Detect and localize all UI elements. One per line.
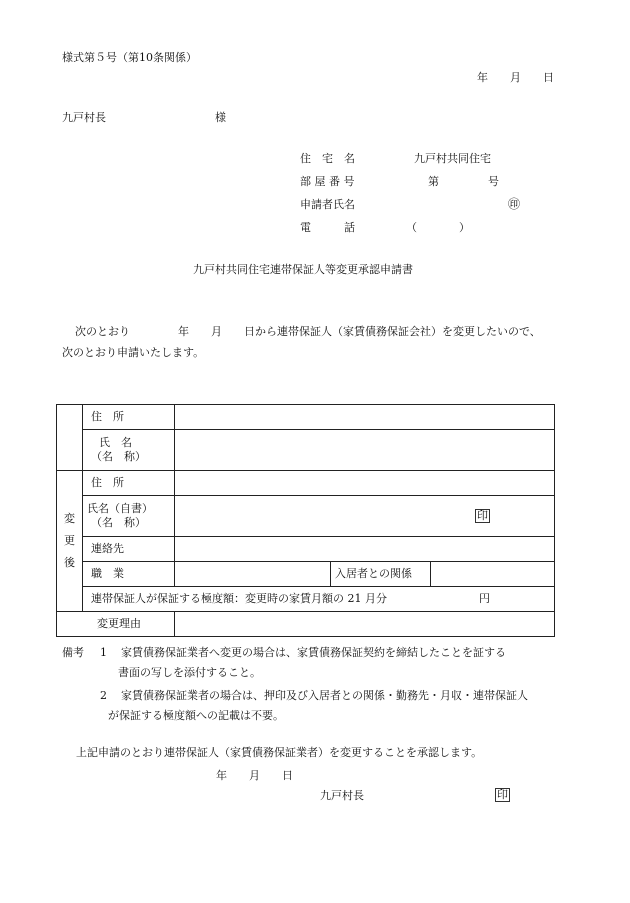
after-group-char-3: 後: [64, 556, 75, 569]
after-address-row: [57, 471, 555, 496]
intro-month: 月: [211, 325, 222, 338]
document-title: 九戸村共同住宅連帯保証人等変更承認申請書: [193, 263, 413, 276]
approval-date: [216, 769, 293, 783]
housing-name-value: 九戸村共同住宅: [414, 152, 491, 165]
seal-mark-icon: ㊞: [508, 197, 521, 211]
approval-seal-box: 印: [497, 788, 508, 801]
reason-row: [57, 612, 555, 637]
addressee-honorific: 様: [215, 111, 226, 124]
guarantee-limit-text: 連帯保証人が保証する極度額：変更時の家賃月額の 21 月分: [91, 592, 387, 605]
after-name-field[interactable]: [175, 496, 555, 537]
guarantee-limit-unit: 円: [479, 592, 490, 605]
after-name-label-1: 氏名（自書）: [87, 502, 153, 515]
note-2-text-2: が保証する極度額への記載は不要。: [108, 709, 284, 722]
after-name-label-2: （名 称）: [91, 516, 146, 529]
form-number: 様式第５号（第10条関係）: [62, 51, 197, 64]
approval-day: 日: [282, 769, 293, 782]
before-address-label: 住 所: [83, 405, 175, 430]
approval-month: 月: [249, 769, 260, 782]
after-group-char-1: 変: [64, 512, 75, 525]
date-day-label: 日: [543, 71, 554, 84]
intro-lead: 次のとおり: [75, 325, 130, 338]
date-year-label: 年: [477, 71, 488, 84]
after-address-label: 住 所: [83, 471, 175, 496]
occupation-label: 職 業: [83, 562, 175, 587]
after-group-char-2: 更: [64, 534, 75, 547]
note-1-text-1: 家賃債務保証業者へ変更の場合は、家賃債務保証契約を締結したことを証する: [121, 646, 506, 659]
note-2-text-1: 家賃債務保証業者の場合は、押印及び入居者との関係・勤務先・月収・連帯保証人: [121, 689, 528, 702]
room-number-prefix: 第: [428, 175, 439, 188]
contact-field[interactable]: [175, 537, 555, 562]
reason-label: 変更理由: [57, 612, 175, 637]
phone-open-paren: （: [406, 221, 417, 234]
contact-label: 連絡先: [83, 537, 175, 562]
reason-field[interactable]: [175, 612, 555, 637]
intro-line-1: [75, 325, 541, 339]
approval-mayor: 九戸村長: [320, 789, 364, 802]
occupation-field[interactable]: [175, 562, 331, 587]
phone-close-paren: ）: [459, 221, 470, 234]
note-1-text-2: 書面の写しを添付すること。: [118, 666, 261, 679]
note-1-number: 1: [100, 646, 107, 659]
intro-line-2: 次のとおり申請いたします。: [62, 346, 205, 359]
before-group-cell: [57, 405, 83, 471]
guarantee-limit-cell: [83, 587, 555, 612]
note-2-number: 2: [100, 689, 107, 702]
contact-row: [57, 537, 555, 562]
approval-seal-icon: [495, 788, 510, 802]
before-name-label-1: 氏 名: [99, 436, 132, 449]
change-form-table: [56, 404, 555, 637]
before-name-field[interactable]: [175, 430, 555, 471]
before-address-row: [57, 405, 555, 430]
room-number-label: 部 屋 番 号: [300, 175, 355, 188]
before-name-row: [57, 430, 555, 471]
housing-name-label: 住 宅 名: [300, 152, 355, 165]
before-name-label-2: （名 称）: [91, 450, 146, 463]
occupation-row: [57, 562, 555, 587]
header-date: [477, 71, 554, 85]
approval-year: 年: [216, 769, 227, 782]
date-month-label: 月: [510, 71, 521, 84]
addressee: 九戸村長: [62, 111, 106, 124]
guarantee-limit-row: [57, 587, 555, 612]
after-name-row: [57, 496, 555, 537]
before-name-label: [83, 430, 175, 471]
approval-text: 上記申請のとおり連帯保証人（家賃債務保証業者）を変更することを承認します。: [76, 746, 483, 759]
after-group-cell: [57, 471, 83, 612]
after-address-field[interactable]: [175, 471, 555, 496]
room-number-suffix: 号: [488, 175, 499, 188]
relation-field[interactable]: [431, 562, 555, 587]
intro-year: 年: [178, 325, 189, 338]
notes-label: 備考: [62, 646, 84, 659]
relation-label: 入居者との関係: [331, 562, 431, 587]
after-name-label: [83, 496, 175, 537]
applicant-name-label: 申請者氏名: [300, 198, 355, 211]
intro-tail: 日から連帯保証人（家賃債務保証会社）を変更したいので、: [244, 325, 541, 338]
after-seal-icon: 印: [477, 509, 488, 522]
before-address-field[interactable]: [175, 405, 555, 430]
phone-label: 電 話: [300, 221, 355, 234]
